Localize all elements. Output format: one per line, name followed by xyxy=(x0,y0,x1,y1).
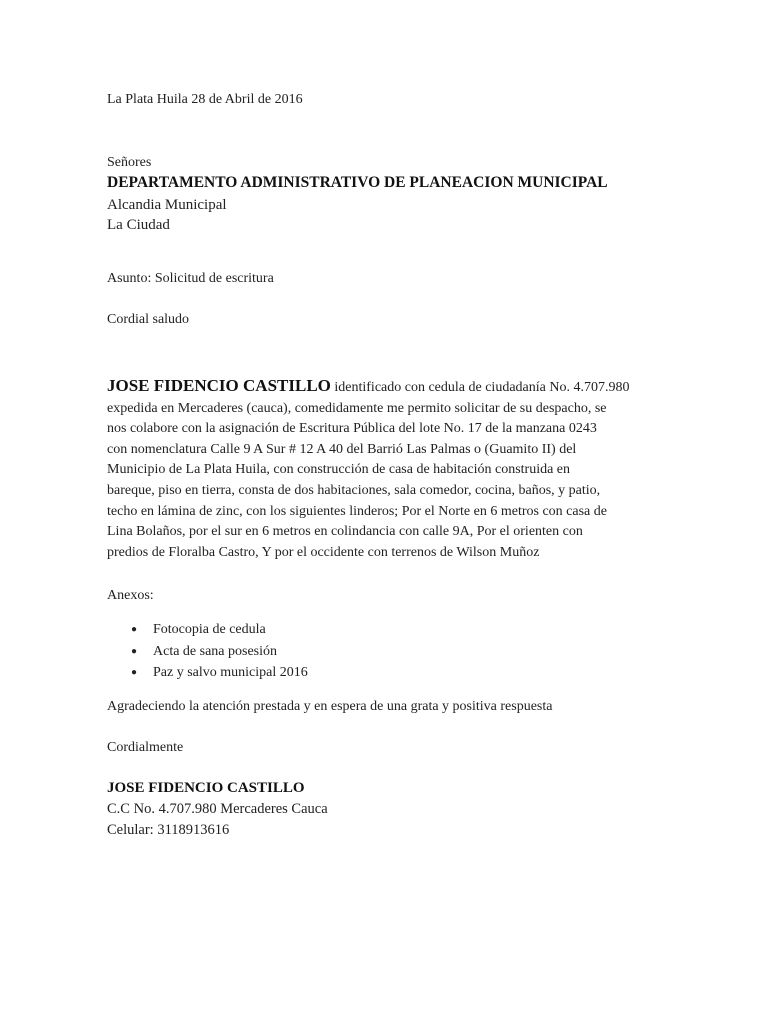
signature-id: C.C No. 4.707.980 Mercaderes Cauca xyxy=(107,801,328,817)
bullet-icon: ● xyxy=(131,624,138,635)
body-line-8: Lina Bolaños, por el sur en 6 metros en colindancia con calle 9A, Por el orienten con xyxy=(107,524,583,540)
attachment-text: Fotocopia de cedula xyxy=(153,622,266,637)
date-line: La Plata Huila 28 de Abril de 2016 xyxy=(107,92,303,107)
recipient-salutation: Señores xyxy=(107,155,152,170)
attachment-text: Acta de sana posesión xyxy=(153,643,278,659)
body-line-6: bareque, piso en tierra, consta de dos habitaciones, sala comedor, cocina, baños, y patio, xyxy=(107,482,601,498)
body-line-9: predios de Floralba Castro, Y por el occidente con terrenos de Wilson Muñoz xyxy=(107,544,540,560)
subject-line: Asunto: Solicitud de escritura xyxy=(107,271,274,286)
body-line-7: techo en lámina de zinc, con los siguientes linderos; Por el Norte en 6 metros con casa de xyxy=(107,503,607,519)
body-line-4: con nomenclatura Calle 9 A Sur # 12 A 40 del Barrió Las Palmas o (Guamito II) del xyxy=(107,441,577,457)
body-line-text: identificado con cedula de ciudadanía No. 4.707.980 xyxy=(330,380,630,395)
recipient-office: Alcandia Municipal xyxy=(107,197,227,213)
body-line-3: nos colabore con la asignación de Escritura Pública del lote No. 17 de la manzana 0243 xyxy=(107,421,597,437)
body-line-2: expedida en Mercaderes (cauca), comedidamente me permito solicitar de su despacho, se xyxy=(107,400,607,416)
signature-name: JOSE FIDENCIO CASTILLO xyxy=(107,780,305,796)
recipient-department: DEPARTAMENTO ADMINISTRATIVO DE PLANEACION MUNICIPAL xyxy=(107,174,608,191)
greeting-line: Cordial saludo xyxy=(107,312,190,327)
attachment-text: Paz y salvo municipal 2016 xyxy=(153,665,308,680)
attachments-label: Anexos: xyxy=(107,588,154,603)
signature-phone: Celular: 3118913616 xyxy=(107,822,230,838)
bullet-icon: ● xyxy=(131,667,138,678)
list-item xyxy=(107,619,308,641)
body-line-1 xyxy=(107,376,667,399)
body-sender-name: JOSE FIDENCIO CASTILLO xyxy=(107,376,331,395)
body-line-5: Municipio de La Plata Huila, con construcción de casa de habitación construida en xyxy=(107,462,571,478)
list-item xyxy=(107,641,308,663)
recipient-city: La Ciudad xyxy=(107,217,170,233)
body-paragraph xyxy=(107,376,667,563)
bullet-icon: ● xyxy=(131,645,138,657)
closing-sentence: Agradeciendo la atención prestada y en espera de una grata y positiva respuesta xyxy=(107,699,553,714)
list-item xyxy=(107,662,308,684)
attachments-list xyxy=(107,619,308,684)
closing-word: Cordialmente xyxy=(107,740,184,755)
